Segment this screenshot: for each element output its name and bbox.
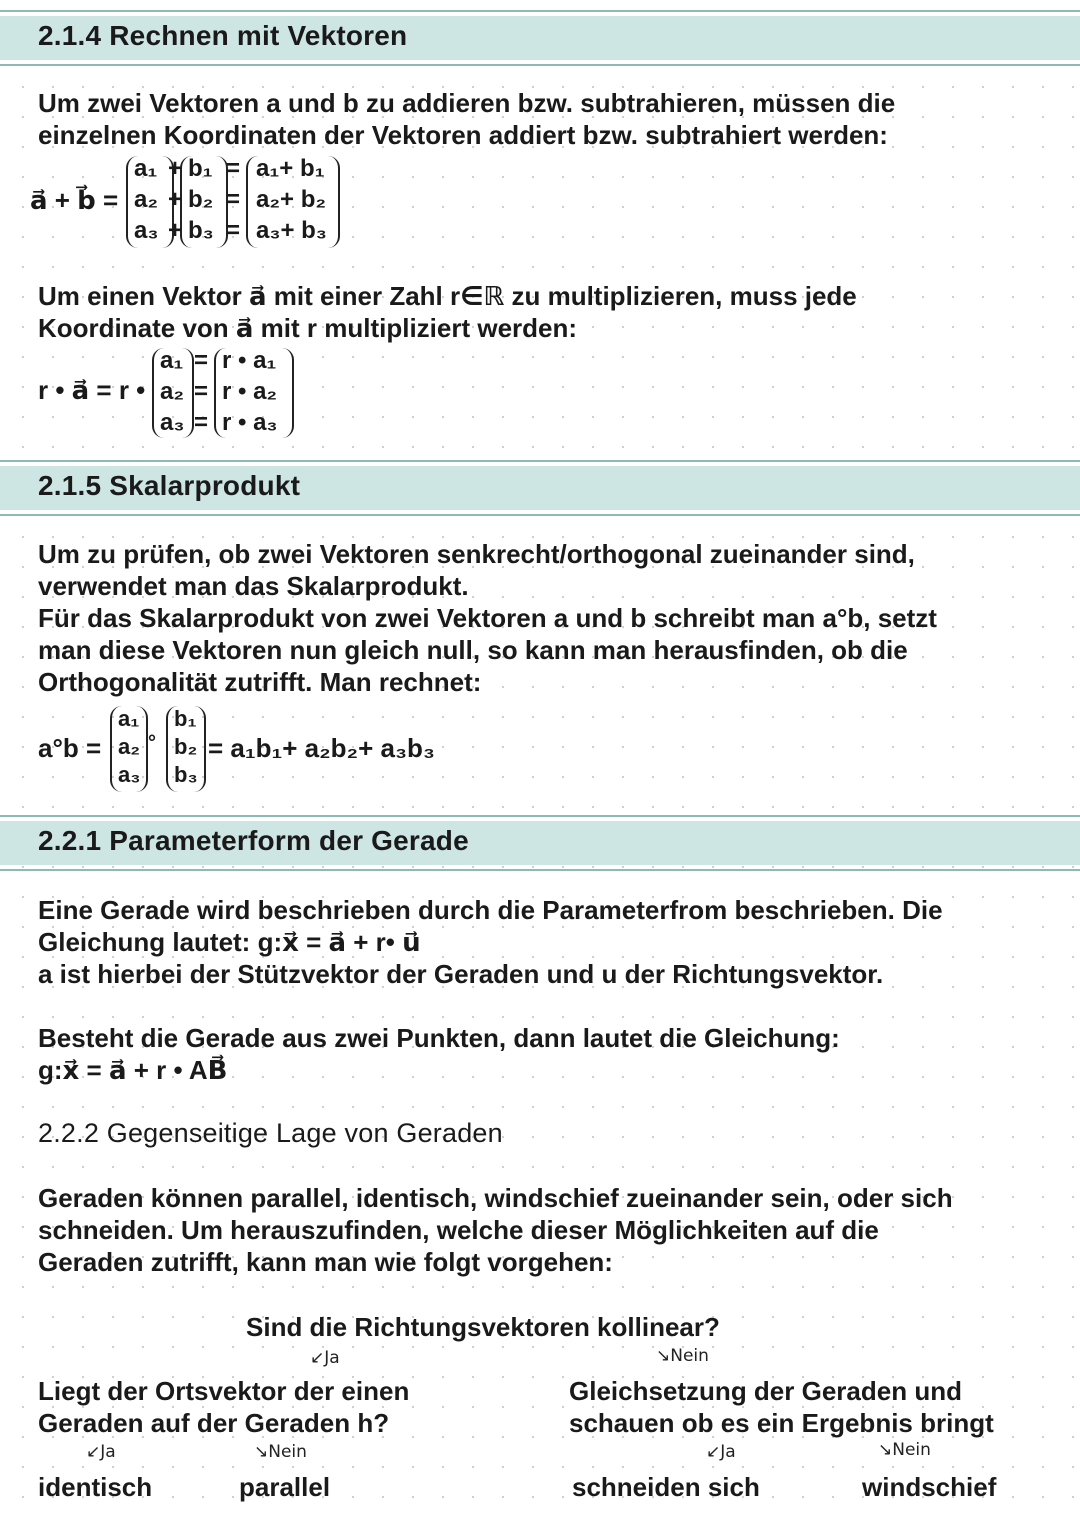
section-title-2-2-1: 2.2.1 Parameterform der Gerade: [38, 825, 469, 856]
tree-left-question: Liegt der Ortsvektor der einen Geraden auf der Geraden h?: [38, 1376, 410, 1438]
tree-right-no-label: ↘Nein: [878, 1440, 931, 1460]
formula-lhs: a⃗ + b⃗ =: [30, 185, 119, 215]
tree-left-yes-label: ↙Ja: [86, 1442, 116, 1462]
outcome-schneiden-sich: schneiden sich: [572, 1472, 760, 1502]
two-points-text: Besteht die Gerade aus zwei Punkten, dann lautet die Gleichung: g:x⃗ = a⃗ + r • AB⃗: [38, 1023, 840, 1085]
dot-product-text: Um zu prüfen, ob zwei Vektoren senkrecht/orthogonal zueinander sind, verwendet man das Skalarprodukt. Für das Skalarprodukt von zwei Vektoren a und b schreibt man a°b, setzt man diese Vektoren nun gleich null, so kann man herausfinden, ob die Orthogonalität zutrifft. Man rechnet:: [38, 539, 937, 697]
outcome-windschief: windschief: [862, 1472, 997, 1502]
relative-position-text: Geraden können parallel, identisch, windschief zueinander sein, oder sich schneiden. Um herauszufinden, welche dieser Möglichkeiten auf die Geraden zutrifft, kann man wie folgt vorgehen:: [38, 1183, 953, 1277]
tree-right-yes-label: ↙Ja: [706, 1442, 736, 1462]
parameter-form-text: Eine Gerade wird beschrieben durch die Parameterfrom beschrieben. Die Gleichung lautet: g:x⃗ = a⃗ + r• u⃗ a ist hierbei der Stützvektor der Geraden und u der Richtungsvektor.: [38, 895, 943, 989]
outcome-identisch: identisch: [38, 1472, 153, 1502]
vector-addition-formula: a⃗ + b⃗ = a₁ + b₁ = a₁+ b₁ a₂ + b₂ = a₂+ b₂ a₃ + b₃ = a₃+ b₃: [30, 154, 370, 254]
section-title-2-1-5: 2.1.5 Skalarprodukt: [38, 470, 301, 501]
tree-yes-label: ↙Ja: [310, 1348, 340, 1368]
tree-left-no-label: ↘Nein: [254, 1442, 307, 1462]
section-title-2-1-4: 2.1.4 Rechnen mit Vektoren: [38, 20, 408, 51]
scalar-multiplication-intro: Um einen Vektor a⃗ mit einer Zahl r∈ℝ zu multiplizieren, muss jede Koordinate von a⃗ mit r multipliziert werden:: [38, 281, 857, 343]
dot-product-formula: a°b = a₁ a₂ a₃ ° b₁ b₂ b₃ = a₁b₁+ a₂b₂+ a₃b₃: [38, 704, 438, 796]
tree-root-question: Sind die Richtungsvektoren kollinear?: [246, 1312, 720, 1342]
vector-addition-intro: Um zwei Vektoren a und b zu addieren bzw. subtrahieren, müssen die einzelnen Koordinaten der Vektoren addiert bzw. subtrahiert werden:: [38, 88, 896, 150]
scalar-multiplication-formula: r • a⃗ = r • a₁ = r • a₁ a₂ = r • a₂ a₃ = r • a₃: [38, 346, 338, 446]
tree-no-label: ↘Nein: [656, 1346, 709, 1366]
tree-right-question: Gleichsetzung der Geraden und schauen ob es ein Ergebnis bringt: [569, 1376, 994, 1438]
outcome-parallel: parallel: [239, 1472, 331, 1502]
section-title-2-2-2: 2.2.2 Gegenseitige Lage von Geraden: [38, 1118, 503, 1148]
formula-lhs: r • a⃗ = r •: [38, 375, 146, 405]
formula-lhs: a°b =: [38, 733, 102, 763]
